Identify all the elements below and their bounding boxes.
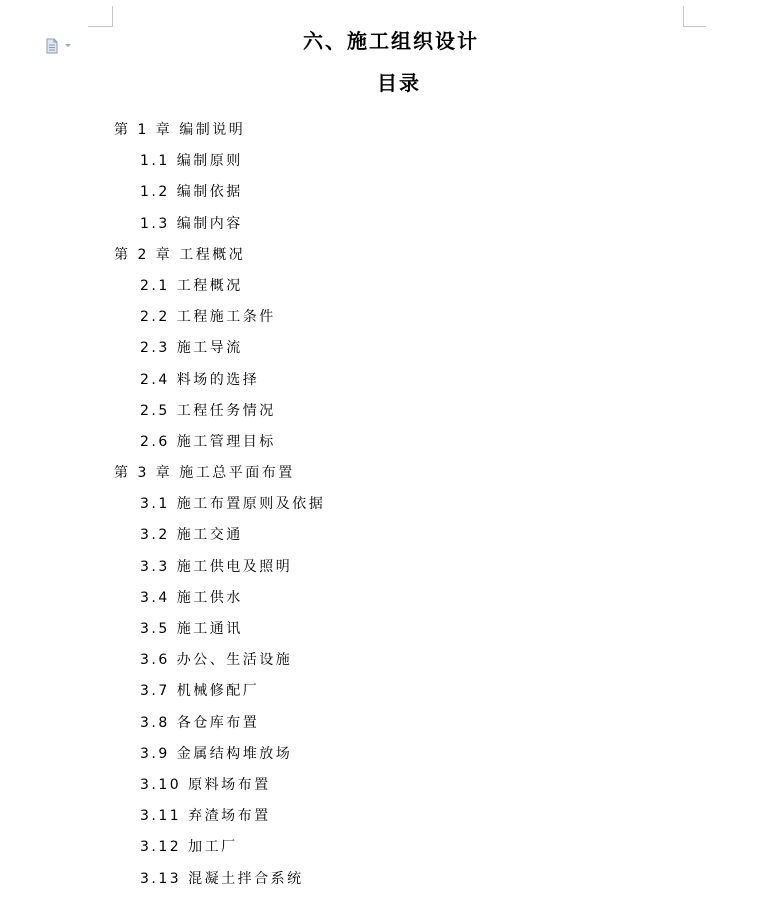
toc-section-entry[interactable]: 2.6 施工管理目标 (140, 433, 276, 450)
toc-heading: 目录 (377, 71, 421, 95)
toc-section-entry[interactable]: 2.3 施工导流 (140, 340, 243, 357)
toc-section-entry[interactable]: 2.5 工程任务情况 (140, 402, 276, 419)
toc-section-entry[interactable]: 1.3 编制内容 (140, 215, 243, 232)
toc-chapter-entry[interactable]: 第 3 章 施工总平面布置 (114, 465, 295, 482)
toc-section-entry[interactable]: 3.9 金属结构堆放场 (140, 745, 293, 762)
margin-mark-top-right (683, 6, 706, 27)
margin-mark-top-left (88, 6, 113, 27)
toc-section-entry[interactable]: 2.1 工程概况 (140, 277, 243, 294)
toc-section-entry[interactable]: 2.2 工程施工条件 (140, 309, 276, 326)
toc-chapter-entry[interactable]: 第 1 章 编制说明 (114, 122, 246, 138)
toc-section-entry[interactable]: 3.5 施工通讯 (140, 621, 243, 637)
table-of-contents (0, 118, 782, 898)
toc-section-entry[interactable]: 1.2 编制依据 (140, 184, 243, 201)
toc-section-entry[interactable]: 3.12 加工厂 (140, 839, 238, 856)
toc-chapter-entry[interactable]: 第 2 章 工程概况 (114, 246, 246, 263)
toc-section-entry[interactable]: 3.6 办公、生活设施 (140, 652, 293, 669)
toc-section-entry[interactable]: 3.13 混凝土拌合系统 (140, 870, 304, 887)
toc-section-entry[interactable]: 3.4 施工供水 (140, 589, 243, 606)
toc-section-entry[interactable]: 2.4 料场的选择 (140, 371, 260, 388)
toc-section-entry[interactable]: 3.1 施工布置原则及依据 (140, 496, 326, 513)
document-title: 六、施工组织设计 (303, 29, 479, 53)
toc-section-entry[interactable]: 1.1 编制原则 (140, 153, 243, 170)
toc-section-entry[interactable]: 3.2 施工交通 (140, 527, 243, 544)
toc-section-entry[interactable]: 3.11 弃渣场布置 (140, 808, 271, 825)
toc-section-entry[interactable]: 3.8 各仓库布置 (140, 714, 260, 731)
toc-section-entry[interactable]: 3.3 施工供电及照明 (140, 558, 293, 575)
toc-section-entry[interactable]: 3.7 机械修配厂 (140, 683, 260, 700)
toc-section-entry[interactable]: 3.10 原料场布置 (140, 776, 271, 793)
